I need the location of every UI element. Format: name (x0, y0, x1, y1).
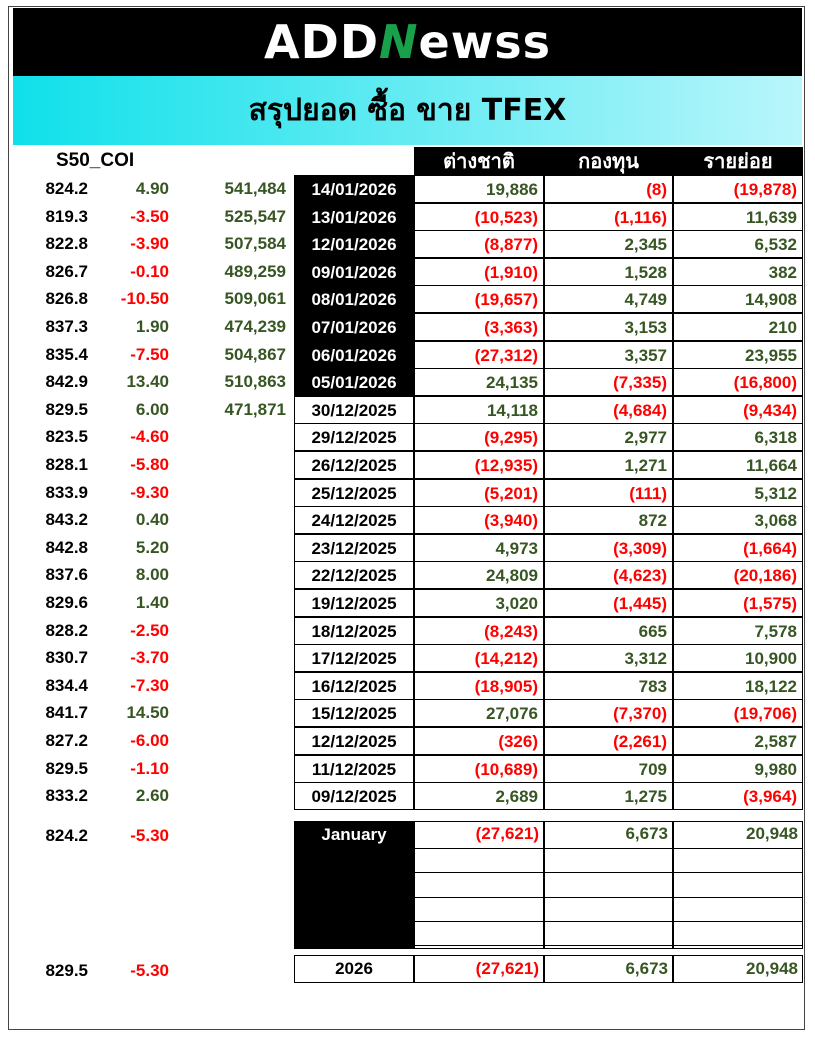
yearly-price: 829.5 (45, 961, 88, 980)
row-price: 828.2 (45, 620, 88, 640)
monthly-label: January (294, 821, 414, 949)
row-change: -5.80 (130, 455, 169, 474)
row-date: 05/01/2026 (294, 368, 414, 396)
row-change: -3.50 (130, 206, 169, 226)
row-institution: 4,749 (544, 285, 673, 313)
table-row (0, 396, 815, 423)
row-foreign: 3,020 (414, 589, 544, 617)
row-institution: (4,623) (544, 561, 673, 589)
monthly-retail: 20,948 (746, 824, 798, 843)
row-change: -1.10 (130, 758, 169, 778)
row-institution: (8) (544, 175, 673, 203)
row-institution: 3,312 (544, 644, 673, 672)
row-foreign: (10,689) (414, 755, 544, 783)
table-row (0, 699, 815, 726)
table-row (0, 589, 815, 616)
row-foreign: 19,886 (414, 175, 544, 203)
row-price: 833.2 (45, 786, 88, 806)
table-row (0, 368, 815, 395)
table-row (0, 782, 815, 809)
grid-line (414, 945, 803, 949)
row-change: 5.20 (135, 537, 169, 557)
row-foreign: 27,076 (414, 699, 544, 727)
row-change: -2.50 (130, 620, 169, 640)
row-change: -7.30 (130, 675, 169, 695)
row-volume: 525,547 (224, 206, 286, 226)
row-price: 828.1 (45, 455, 88, 474)
row-price: 841.7 (45, 703, 88, 723)
row-date: 12/12/2025 (294, 727, 414, 755)
row-price: 830.7 (45, 648, 88, 668)
row-retail: 2,587 (673, 727, 803, 755)
row-price: 822.8 (45, 234, 88, 254)
row-institution: (3,309) (544, 534, 673, 562)
row-retail: (20,186) (673, 561, 803, 589)
row-foreign: (18,905) (414, 672, 544, 700)
row-retail: 11,639 (673, 203, 803, 231)
row-volume: 507,584 (224, 234, 286, 254)
row-price: 829.6 (45, 593, 88, 612)
header-institution: กองทุน (544, 147, 673, 175)
row-institution: 1,271 (544, 451, 673, 479)
row-change: 2.60 (135, 786, 169, 806)
row-institution: 872 (544, 506, 673, 534)
row-retail: 9,980 (673, 755, 803, 783)
row-change: 1.40 (135, 593, 169, 612)
row-retail: (16,800) (673, 368, 803, 396)
row-price: 842.8 (45, 537, 88, 557)
row-price: 829.5 (45, 758, 88, 778)
row-institution: (7,335) (544, 368, 673, 396)
row-date: 29/12/2025 (294, 423, 414, 451)
row-change: -10.50 (120, 289, 169, 309)
row-change: 13.40 (126, 372, 169, 392)
row-date: 16/12/2025 (294, 672, 414, 700)
row-date: 09/01/2026 (294, 258, 414, 286)
row-date: 25/12/2025 (294, 479, 414, 507)
row-date: 08/01/2026 (294, 285, 414, 313)
row-price: 826.8 (45, 289, 88, 309)
yearly-institution: 6,673 (625, 959, 668, 978)
row-volume: 474,239 (224, 317, 286, 336)
row-retail: 6,532 (673, 230, 803, 258)
table-row (0, 617, 815, 644)
row-foreign: (14,212) (414, 644, 544, 672)
row-change: 1.90 (135, 317, 169, 336)
row-change: 6.00 (135, 399, 169, 419)
row-volume: 489,259 (224, 261, 286, 281)
header-foreign: ต่างชาติ (414, 147, 544, 175)
row-foreign: (9,295) (414, 423, 544, 451)
row-change: -9.30 (130, 482, 169, 502)
row-change: -4.60 (130, 427, 169, 447)
row-foreign: 24,809 (414, 561, 544, 589)
table-row (0, 423, 815, 450)
monthly-price: 824.2 (45, 826, 88, 845)
yearly-change: -5.30 (130, 961, 169, 980)
row-institution: (1,116) (544, 203, 673, 231)
row-change: -0.10 (130, 261, 169, 281)
row-date: 09/12/2025 (294, 782, 414, 810)
row-change: 4.90 (135, 179, 169, 198)
table-row (0, 561, 815, 588)
table-row (0, 230, 815, 257)
grid-line (414, 848, 803, 873)
row-date: 14/01/2026 (294, 175, 414, 203)
table-row (0, 506, 815, 533)
yearly-label: 2026 (335, 959, 373, 978)
row-volume: 471,871 (224, 399, 286, 419)
monthly-institution: 6,673 (625, 824, 668, 843)
row-price: 829.5 (45, 399, 88, 419)
table-row (0, 258, 815, 285)
row-retail: (19,706) (673, 699, 803, 727)
header-retail: รายย่อย (673, 147, 803, 175)
row-change: -7.50 (130, 344, 169, 364)
row-date: 26/12/2025 (294, 451, 414, 479)
row-foreign: (5,201) (414, 479, 544, 507)
row-institution: 665 (544, 617, 673, 645)
grid-line (414, 897, 803, 922)
row-institution: (111) (544, 479, 673, 507)
table-row (0, 175, 815, 202)
row-date: 12/01/2026 (294, 230, 414, 258)
row-institution: 1,528 (544, 258, 673, 286)
row-institution: 783 (544, 672, 673, 700)
row-retail: 210 (673, 313, 803, 341)
row-retail: 6,318 (673, 423, 803, 451)
row-volume: 510,863 (224, 372, 286, 392)
row-retail: (3,964) (673, 782, 803, 810)
row-retail: (9,434) (673, 396, 803, 424)
row-price: 824.2 (45, 179, 88, 198)
row-institution: 3,153 (544, 313, 673, 341)
row-price: 834.4 (45, 675, 88, 695)
row-foreign: (27,312) (414, 341, 544, 369)
row-price: 837.6 (45, 565, 88, 585)
row-institution: 2,345 (544, 230, 673, 258)
row-date: 07/01/2026 (294, 313, 414, 341)
page-title: สรุปยอด ซื้อ ขาย TFEX (13, 76, 802, 145)
row-institution: (7,370) (544, 699, 673, 727)
table-row (0, 451, 815, 478)
row-retail: 5,312 (673, 479, 803, 507)
table-row (0, 285, 815, 312)
row-price: 819.3 (45, 206, 88, 226)
row-date: 11/12/2025 (294, 755, 414, 783)
row-foreign: (326) (414, 727, 544, 755)
s50-label: S50_COI (56, 150, 135, 171)
row-foreign: 4,973 (414, 534, 544, 562)
row-change: -6.00 (130, 731, 169, 750)
row-date: 13/01/2026 (294, 203, 414, 231)
logo-text-post: ewss (418, 15, 551, 69)
row-date: 24/12/2025 (294, 506, 414, 534)
row-price: 827.2 (45, 731, 88, 750)
row-foreign: 14,118 (414, 396, 544, 424)
yearly-retail: 20,948 (746, 959, 798, 978)
row-date: 22/12/2025 (294, 561, 414, 589)
row-volume: 541,484 (224, 179, 286, 198)
row-institution: (1,445) (544, 589, 673, 617)
row-institution: (2,261) (544, 727, 673, 755)
row-price: 826.7 (45, 261, 88, 281)
table-row (0, 313, 815, 340)
row-retail: 18,122 (673, 672, 803, 700)
row-retail: 10,900 (673, 644, 803, 672)
row-date: 15/12/2025 (294, 699, 414, 727)
row-date: 18/12/2025 (294, 617, 414, 645)
row-date: 17/12/2025 (294, 644, 414, 672)
logo-text-n: N (379, 15, 419, 69)
row-retail: (1,575) (673, 589, 803, 617)
row-foreign: (19,657) (414, 285, 544, 313)
row-date: 19/12/2025 (294, 589, 414, 617)
logo-text-pre: ADD (264, 15, 379, 69)
logo-banner (13, 8, 802, 76)
yearly-foreign: (27,621) (475, 959, 539, 978)
row-foreign: (8,877) (414, 230, 544, 258)
row-retail: 7,578 (673, 617, 803, 645)
row-foreign: 24,135 (414, 368, 544, 396)
row-foreign: (1,910) (414, 258, 544, 286)
row-foreign: (12,935) (414, 451, 544, 479)
row-price: 837.3 (45, 317, 88, 336)
table-row (0, 341, 815, 368)
table-row (0, 727, 815, 754)
row-price: 833.9 (45, 482, 88, 502)
row-change: 14.50 (126, 703, 169, 723)
row-change: -3.90 (130, 234, 169, 254)
row-institution: (4,684) (544, 396, 673, 424)
row-volume: 509,061 (224, 289, 286, 309)
row-foreign: 2,689 (414, 782, 544, 810)
row-institution: 2,977 (544, 423, 673, 451)
row-volume: 504,867 (224, 344, 286, 364)
row-price: 842.9 (45, 372, 88, 392)
monthly-change: -5.30 (130, 826, 169, 845)
row-foreign: (10,523) (414, 203, 544, 231)
row-date: 23/12/2025 (294, 534, 414, 562)
row-change: 0.40 (135, 510, 169, 530)
row-change: 8.00 (135, 565, 169, 585)
row-institution: 1,275 (544, 782, 673, 810)
table-row (0, 672, 815, 699)
row-retail: (1,664) (673, 534, 803, 562)
row-foreign: (3,940) (414, 506, 544, 534)
monthly-foreign: (27,621) (475, 824, 539, 843)
row-retail: 14,908 (673, 285, 803, 313)
row-retail: 11,664 (673, 451, 803, 479)
row-foreign: (8,243) (414, 617, 544, 645)
table-row (0, 203, 815, 230)
table-row (0, 534, 815, 561)
row-retail: 23,955 (673, 341, 803, 369)
row-price: 835.4 (45, 344, 88, 364)
table-row (0, 479, 815, 506)
row-retail: 382 (673, 258, 803, 286)
row-price: 843.2 (45, 510, 88, 530)
row-retail: 3,068 (673, 506, 803, 534)
table-row (0, 644, 815, 671)
row-date: 30/12/2025 (294, 396, 414, 424)
table-row (0, 755, 815, 782)
row-retail: (19,878) (673, 175, 803, 203)
row-institution: 709 (544, 755, 673, 783)
row-foreign: (3,363) (414, 313, 544, 341)
row-date: 06/01/2026 (294, 341, 414, 369)
row-institution: 3,357 (544, 341, 673, 369)
row-price: 823.5 (45, 427, 88, 447)
row-change: -3.70 (130, 648, 169, 668)
